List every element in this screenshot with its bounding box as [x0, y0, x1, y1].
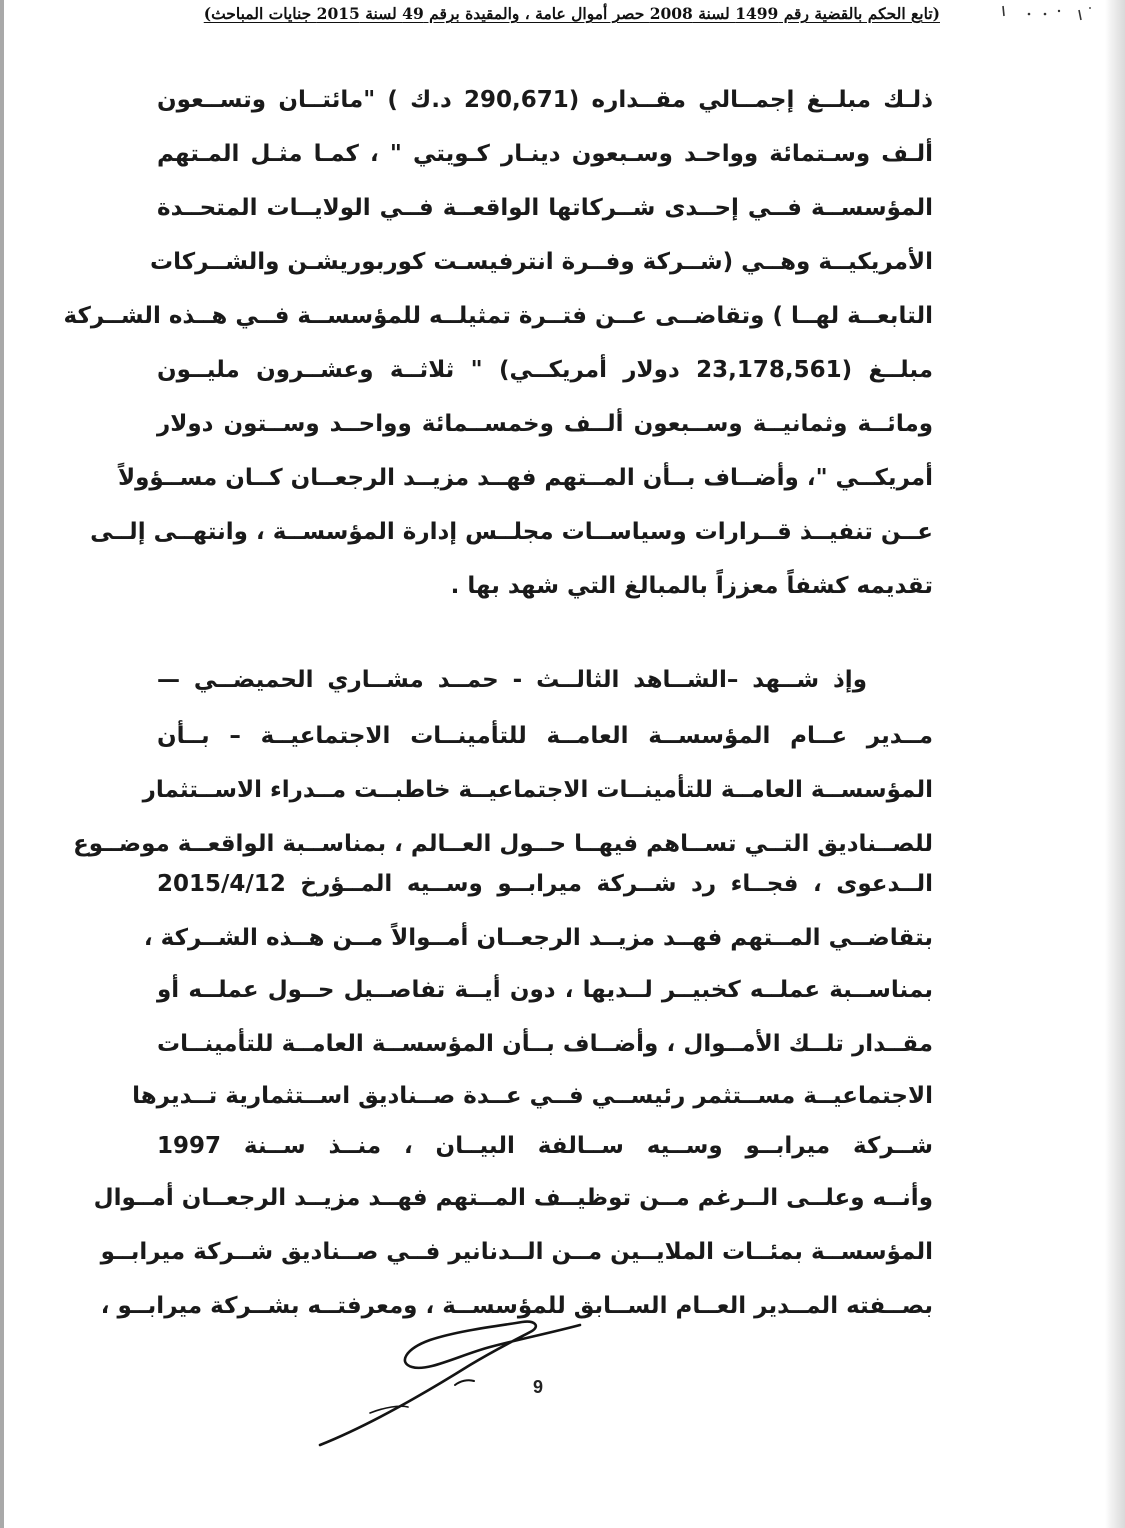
paragraph1-line: المؤسســة فــي إحــدى شــركاتها الواقعــة فــي الولايــات المتحــدة	[157, 195, 933, 221]
paragraph1-line: تقديمه كشفاً معززاً بالمبالغ التي شهد بها .	[450, 573, 933, 599]
paragraph2-line: الــدعوى ، فجــاء رد شــركة ميرابــو وســيه المــؤرخ 2015/4/12	[157, 871, 933, 897]
paragraph2-line: وإذ شــهد –الشــاهد الثالــث - حمــد مشــاري الحميضــي —	[157, 667, 867, 693]
paragraph1-line: مبلــغ (23,178,561 دولار أمريكــي) " ثلاثــة وعشــرون مليــون	[157, 357, 933, 383]
paragraph1-line: ذلـك مبلــغ إجمــالي مقــداره (290,671 د.ك ) "مائتــان وتســعون	[157, 87, 933, 113]
paragraph2-line: مقــدار تلــك الأمــوال ، وأضــاف بــأن المؤسســة العامــة للتأمينــات	[157, 1031, 933, 1057]
case-header: (تابع الحكم بالقضية رقم 1499 لسنة 2008 حصر أموال عامة ، والمقيدة برقم 49 لسنة 2015 جنايات المباحث)	[203, 4, 940, 23]
paragraph1-line: التابعــة لهــا ) وتقاضــى عــن فتــرة تمثيلــه للمؤسســة فــي هــذه الشــركة	[63, 303, 933, 329]
paragraph2-line: شــركة ميرابــو وســيه ســالفة البيــان ، منــذ ســنة 1997	[157, 1133, 933, 1159]
paragraph1-line: الأمريكيــة وهــي (شــركة وفــرة انترفيسـت كوربوريشـن والشــركات	[150, 249, 933, 275]
paragraph1-line: ألـف وسـتمائة وواحـد وسـبعون دينـار كـويتي " ، كمـا مثـل المـتهم	[157, 141, 933, 167]
page-number: 9	[532, 1377, 543, 1397]
paragraph2-line: المؤسســة بمئــات الملايــين مــن الــدنانير فــي صــناديق شــركة ميرابــو	[100, 1239, 933, 1265]
scan-left-edge	[0, 0, 4, 1528]
paragraph2-line: بتقاضــي المــتهم فهــد مزيــد الرجعــان أمــوالاً مــن هــذه الشــركة ،	[143, 925, 933, 951]
paragraph2-line: للصــناديق التــي تســاهم فيهــا حــول العــالم ، بمناســبة الواقعــة موضــوع	[73, 831, 933, 857]
paragraph2-line: الاجتماعيــة مســتثمر رئيســي فــي عــدة صــناديق اســتثمارية تــديرها	[132, 1083, 933, 1109]
handwritten-signature-icon	[310, 1295, 600, 1465]
paragraph2-line: وأنــه وعلــى الــرغم مــن توظيــف المــتهم فهــد مزيــد الرجعــان أمــوال	[93, 1185, 933, 1211]
paragraph2-line: بصــفته المــدير العــام الســابق للمؤسســة ، ومعرفتــه بشــركة ميرابــو ،	[100, 1293, 933, 1319]
paragraph2-line: المؤسســة العامــة للتأمينــات الاجتماعيــة خاطبــت مــدراء الاســتثمار	[142, 777, 933, 803]
paragraph1-line: عــن تنفيــذ قــرارات وسياســات مجلــس إدارة المؤسســة ، وانتهــى إلــى	[90, 519, 933, 545]
paragraph1-line: أمريكــي "، وأضــاف بــأن المــتهم فهــد مزيــد الرجعــان كــان مســؤولاً	[118, 465, 933, 491]
paragraph2-line: مــدير عــام المؤسســة العامــة للتأمينــات الاجتماعيــة – بــأن	[157, 723, 933, 749]
paragraph1-line: ومائــة وثمانيــة وســبعون ألــف وخمســمائة وواحــد وســتون دولار	[157, 411, 933, 437]
scan-right-edge	[1105, 0, 1125, 1528]
scan-specks-icon	[995, 2, 1095, 28]
paragraph2-line: بمناســبة عملــه كخبيــر لــديها ، دون أيــة تفاصــيل حــول عملــه أو	[157, 977, 933, 1003]
